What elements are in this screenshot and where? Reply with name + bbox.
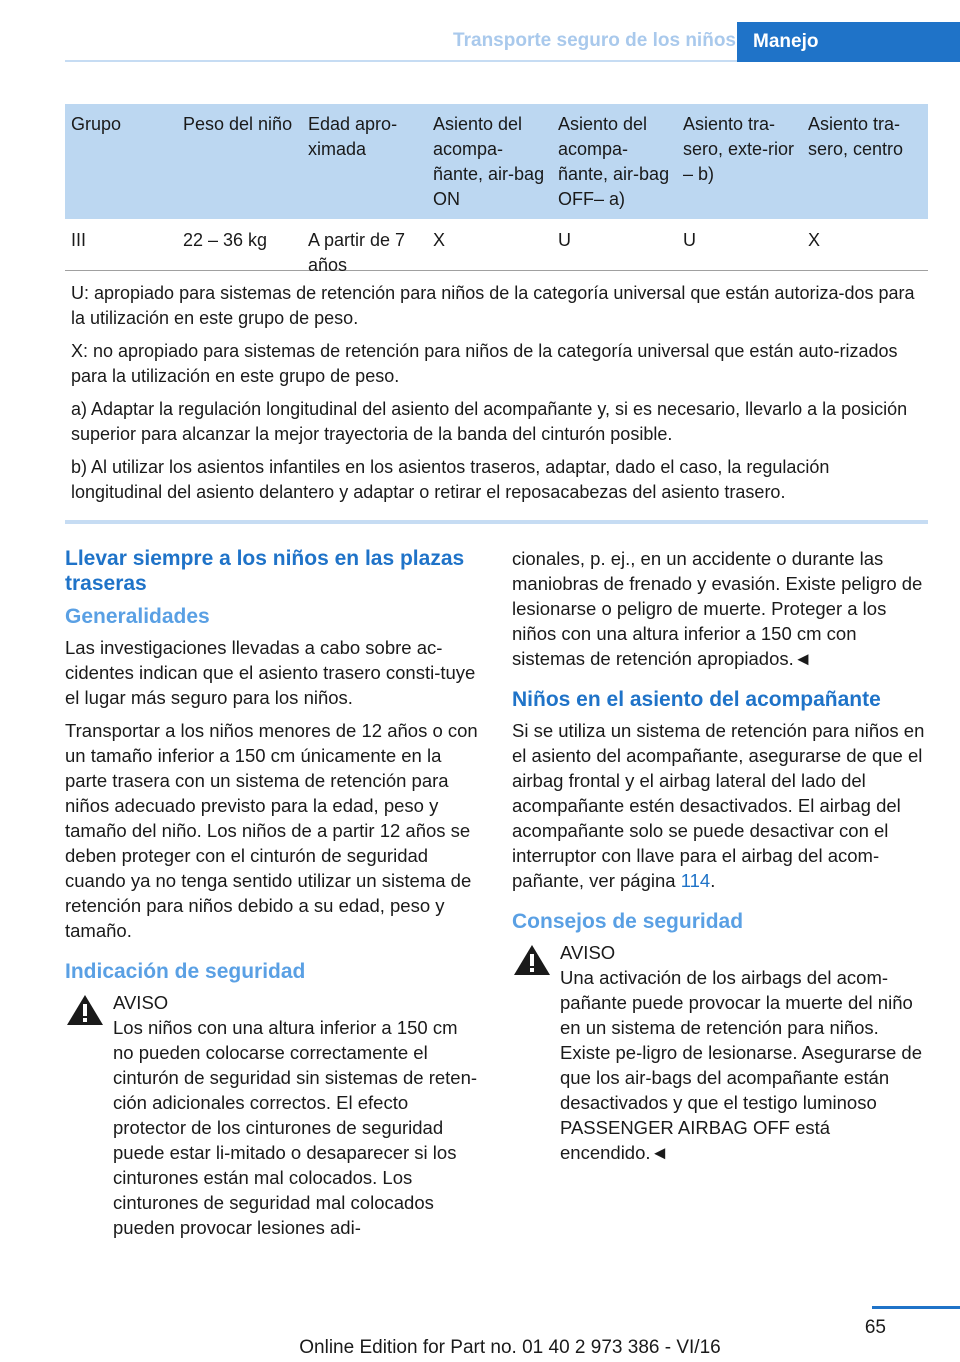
heading-safety-note: Indicación de seguridad xyxy=(65,960,306,983)
heading-safety-tips: Consejos de seguridad xyxy=(512,910,744,933)
right-column xyxy=(512,546,927,1165)
left-column xyxy=(65,546,480,1240)
header-cell-rear-outer: Asiento tra-sero, exte-rior – b) xyxy=(683,114,795,184)
heading-passenger-seat: Niños en el asiento del acompañante xyxy=(512,688,881,711)
table-cell: U xyxy=(558,230,571,250)
paragraph-continued: cionales, p. ej., en un accidente o durante las maniobras de frenado y evasión. Existe peligro de lesionarse o peligro de muerte. Proteger a los niños con una altura inferior a 150 cm con sistemas de retención apropiados.◄ xyxy=(512,548,923,669)
page-link[interactable]: 114 xyxy=(680,870,711,891)
header-cell-passenger-airbag-off: Asiento del acompa-ñante, air-bag OFF– a) xyxy=(558,114,670,209)
paragraph: Transportar a los niños menores de 12 años o con un tamaño inferior a 150 cm únicamente en la parte trasera con un sistema de retención para niños adecuado previsto para la edad, peso y tamaño del niño. Los niños de a partir 12 años se deben proteger con el cinturón de seguridad cuando ya no tenga sentido utilizar un sistema de retención para niños debido a su edad, peso y tamaño. xyxy=(65,720,478,941)
header-cell-passenger-airbag-on: Asiento del acompa-ñante, air-bag ON xyxy=(433,114,545,209)
header-rule xyxy=(65,60,737,62)
table-cell: X xyxy=(433,230,446,250)
table-notes xyxy=(65,271,928,505)
warning-block xyxy=(512,940,927,1165)
paragraph-text: Si se utiliza un sistema de retención para niños en el asiento del acompañante, asegurarse de que el airbag frontal y el airbag lateral del lado del acompañante estén desactivados. El airbag del acompañante solo se puede desactivar con el interruptor con llave para el airbag del acom-pañante, ver página xyxy=(512,720,925,891)
table-header-row xyxy=(65,104,928,219)
paragraph: Las investigaciones llevadas a cabo sobre ac-cidentes indican que el asiento trasero consti-tuye el lugar más seguro para los niños. xyxy=(65,637,476,708)
heading-rear-seats: Llevar siempre a los niños en las plazas traseras xyxy=(65,547,465,595)
warning-text: Los niños con una altura inferior a 150 cm no pueden colocarse correctamente el cinturón de seguridad sin sistemas de reten-ción adicionales correctos. El efecto protector de los cinturones de seguridad puede estar li-mitado o desaparecer si los cinturones están mal colocados. Los cinturones de seguridad mal colocados pueden provocar lesiones adi- xyxy=(113,1017,478,1238)
heading-general: Generalidades xyxy=(65,605,210,628)
header-cell-age: Edad apro-ximada xyxy=(308,114,398,159)
table-cell: X xyxy=(808,230,821,250)
note-b: b) Al utilizar los asientos infantiles en los asientos traseros, adaptar, dado el caso, la regulación longitudinal del asiento delantero y adaptar o retirar el reposacabezas del asiento trasero. xyxy=(71,457,830,502)
header-cell-group: Grupo xyxy=(71,114,122,134)
footer-edition: Online Edition for Part no. 01 40 2 973 386 - VI/16 xyxy=(299,1337,721,1358)
child-seat-table xyxy=(65,104,928,513)
warning-label: AVISO xyxy=(113,992,169,1013)
table-cell: 22 – 36 kg xyxy=(183,230,268,250)
note-a: a) Adaptar la regulación longitudinal del asiento del acompañante y, si es necesario, llevarlo a la posición superior para alcanzar la mejor trayectoria de la banda del cinturón posible. xyxy=(71,399,908,444)
warning-text: Una activación de los airbags del acom-pañante puede provocar la muerte del niño en un sistema de retención para niños. Existe pe-ligro de lesionarse. Asegurarse de que los air-bags del acompañante están desactivados y que el testigo luminoso PASSENGER AIRBAG OFF está encendido.◄ xyxy=(560,967,922,1163)
section-title: Transporte seguro de los niños xyxy=(453,30,736,51)
warning-triangle-icon xyxy=(65,992,105,1028)
table-bottom-rule xyxy=(65,520,928,524)
table-cell: III xyxy=(71,230,87,250)
table-row xyxy=(65,219,928,275)
page-number: 65 xyxy=(864,1317,886,1338)
header-cell-rear-center: Asiento tra-sero, centro xyxy=(808,114,904,159)
chapter-tab: Manejo xyxy=(737,22,960,62)
warning-triangle-icon xyxy=(512,942,552,978)
footer-rule xyxy=(872,1306,960,1309)
page-header xyxy=(0,0,960,62)
paragraph xyxy=(512,718,927,893)
table-cell: A partir de 7 años xyxy=(308,230,406,275)
paragraph-end: . xyxy=(710,870,716,891)
header-cell-weight: Peso del niño xyxy=(183,114,293,134)
warning-block xyxy=(65,990,480,1240)
note-u: U: apropiado para sistemas de retención para niños de la categoría universal que están autoriza-dos para la utilización en este grupo de peso. xyxy=(71,283,915,328)
table-cell: U xyxy=(683,230,696,250)
note-x: X: no apropiado para sistemas de retención para niños de la categoría universal que están auto-rizados para la utilización en este grupo de peso. xyxy=(71,341,898,386)
warning-label: AVISO xyxy=(560,942,616,963)
